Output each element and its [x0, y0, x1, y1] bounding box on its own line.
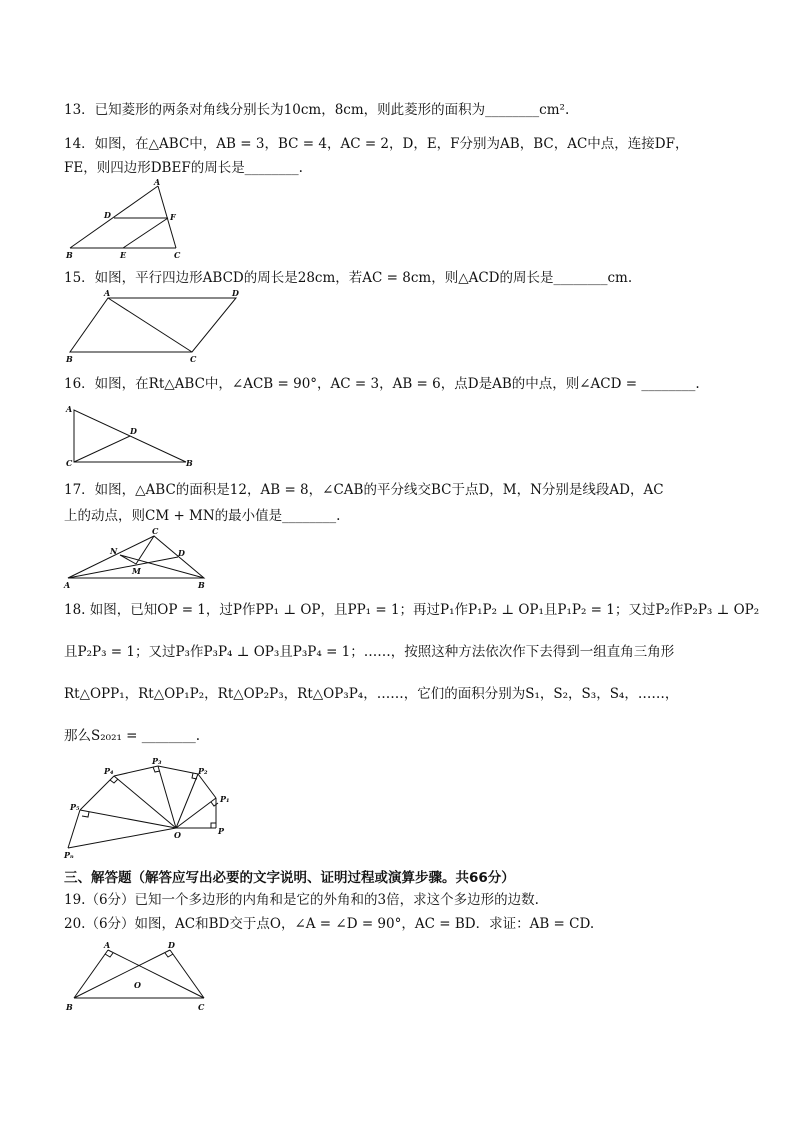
- question-20: 20.（6分）如图，AC和BD交于点O，∠A = ∠D = 90°，AC = BD．求证：AB = CD.: [64, 916, 595, 932]
- figure-18: [64, 756, 234, 860]
- f18-segment-p3p4: [114, 766, 158, 776]
- f15-label-a: A: [104, 288, 111, 298]
- f14-label-a: A: [154, 177, 161, 187]
- f18-label-o: O: [174, 830, 181, 840]
- figure-16-svg: [64, 402, 198, 470]
- question-19: 19.（6分）已知一个多边形的内角和是它的外角和的3倍，求这个多边形的边数.: [64, 892, 539, 908]
- f18-right-angle-p5: [82, 812, 89, 817]
- f20-label-c: C: [198, 1002, 205, 1012]
- f18-segment-op3: [158, 766, 176, 828]
- figure-20-svg: [64, 938, 214, 1014]
- f20-right-angle-d: [165, 953, 173, 957]
- f18-segment-opn: [68, 828, 176, 848]
- f18-label-p5: P₅: [70, 802, 80, 812]
- f14-segment-ab: [70, 186, 158, 248]
- f14-label-f: F: [170, 212, 176, 222]
- question-18-line1: 18. 如图，已知OP = 1，过P作PP₁ ⊥ OP，且PP₁ = 1；再过P₁作P₁P₂ ⊥ OP₁且P₁P₂ = 1；又过P₂作P₂P₃ ⊥ OP₂: [64, 602, 760, 618]
- question-16: 16．如图，在Rt△ABC中，∠ACB = 90°，AC = 3，AB = 6，点D是AB的中点，则∠ACD = ________.: [64, 376, 700, 392]
- figure-14-svg: [64, 178, 194, 260]
- question-17-line1: 17．如图，△ABC的面积是12，AB = 8，∠CAB的平分线交BC于点D，M，N分别是线段AD，AC: [64, 482, 664, 498]
- f18-segment-p1p2: [198, 774, 216, 798]
- f16-label-a: A: [66, 404, 73, 414]
- f20-label-d: D: [168, 940, 175, 950]
- f18-segment-p2p3: [158, 766, 198, 774]
- f20-label-b: B: [66, 1002, 73, 1012]
- question-18-line4: 那么S₂₀₂₁ = ________.: [64, 728, 201, 744]
- f20-segment-cd: [170, 950, 204, 998]
- f20-segment-ba: [74, 950, 108, 998]
- f15-label-d: D: [232, 288, 239, 298]
- f15-parallelogram: [70, 298, 236, 352]
- f18-segment-op5: [80, 810, 176, 828]
- f18-right-angle-p1: [211, 802, 218, 806]
- f17-label-d: D: [178, 548, 185, 558]
- figure-16: [64, 402, 198, 470]
- f17-label-n: N: [110, 546, 118, 556]
- f16-label-b: B: [186, 458, 193, 468]
- figure-17: [64, 528, 212, 590]
- f18-segment-p4p5: [80, 776, 114, 810]
- f15-label-c: C: [190, 354, 197, 364]
- question-17-line2: 上的动点，则CM + MN的最小值是________.: [64, 508, 341, 524]
- question-18-line3: Rt△OPP₁，Rt△OP₁P₂，Rt△OP₂P₃，Rt△OP₃P₄，……，它们的面积分别为S₁，S₂，S₃，S₄，……，: [64, 686, 679, 702]
- f14-label-c: C: [174, 250, 181, 260]
- f18-label-p3: P₃: [152, 756, 162, 766]
- f20-label-a: A: [104, 940, 111, 950]
- f17-segment-mn: [120, 555, 136, 564]
- question-14: [64, 134, 734, 178]
- question-13: 13．已知菱形的两条对角线分别长为10cm，8cm，则此菱形的面积为________cm².: [64, 102, 570, 118]
- f15-diagonal-ac: [108, 298, 192, 352]
- f18-label-p4: P₄: [104, 766, 114, 776]
- question-14-line2: FE，则四边形DBEF的周长是________.: [64, 160, 303, 176]
- f14-segment-fe: [123, 218, 168, 248]
- figure-18-svg: [64, 756, 234, 860]
- f17-bisector-ad: [68, 557, 178, 578]
- f18-right-angle-p4: [110, 779, 118, 783]
- f14-label-e: E: [120, 250, 127, 260]
- f17-label-c: C: [152, 526, 159, 536]
- f17-label-a: A: [64, 580, 71, 590]
- section-3-heading: 三、解答题（解答应写出必要的文字说明、证明过程或演算步骤。共66分）: [64, 870, 515, 886]
- figure-17-svg: [64, 528, 212, 590]
- question-17: [64, 480, 734, 526]
- question-14-line1: 14．如图，在△ABC中，AB = 3，BC = 4，AC = 2，D，E，F分别为AB，BC，AC中点，连接DF，: [64, 136, 689, 152]
- f15-label-b: B: [66, 354, 73, 364]
- f18-label-pn: Pₙ: [64, 850, 74, 860]
- f18-right-angle-p: [211, 823, 216, 828]
- question-15: 15．如图，平行四边形ABCD的周长是28cm，若AC = 8cm，则△ACD的周长是________cm.: [64, 270, 633, 286]
- f14-label-b: B: [66, 250, 73, 260]
- f14-label-d: D: [104, 210, 111, 220]
- question-18-line2: 且P₂P₃ = 1；又过P₃作P₃P₄ ⊥ OP₃且P₃P₄ = 1；……，按照这种方法依次作下去得到一组直角三角形: [64, 644, 675, 660]
- figure-20: [64, 938, 214, 1014]
- f17-label-m: M: [132, 566, 141, 576]
- f18-label-p2: P₂: [198, 766, 208, 776]
- figure-15: [64, 290, 246, 364]
- figure-14: [64, 178, 194, 260]
- f18-label-p1: P₁: [220, 794, 230, 804]
- f18-label-p: P: [218, 826, 225, 836]
- f20-label-o: O: [134, 980, 141, 990]
- f20-right-angle-a: [105, 953, 113, 957]
- figure-15-svg: [64, 290, 246, 364]
- f16-label-d: D: [130, 426, 137, 436]
- f17-label-b: B: [198, 580, 205, 590]
- f16-label-c: C: [66, 458, 73, 468]
- f18-segment-p5pn: [68, 810, 80, 848]
- question-18: [64, 600, 760, 746]
- f16-segment-cd: [74, 436, 130, 462]
- f18-segment-op4: [114, 776, 176, 828]
